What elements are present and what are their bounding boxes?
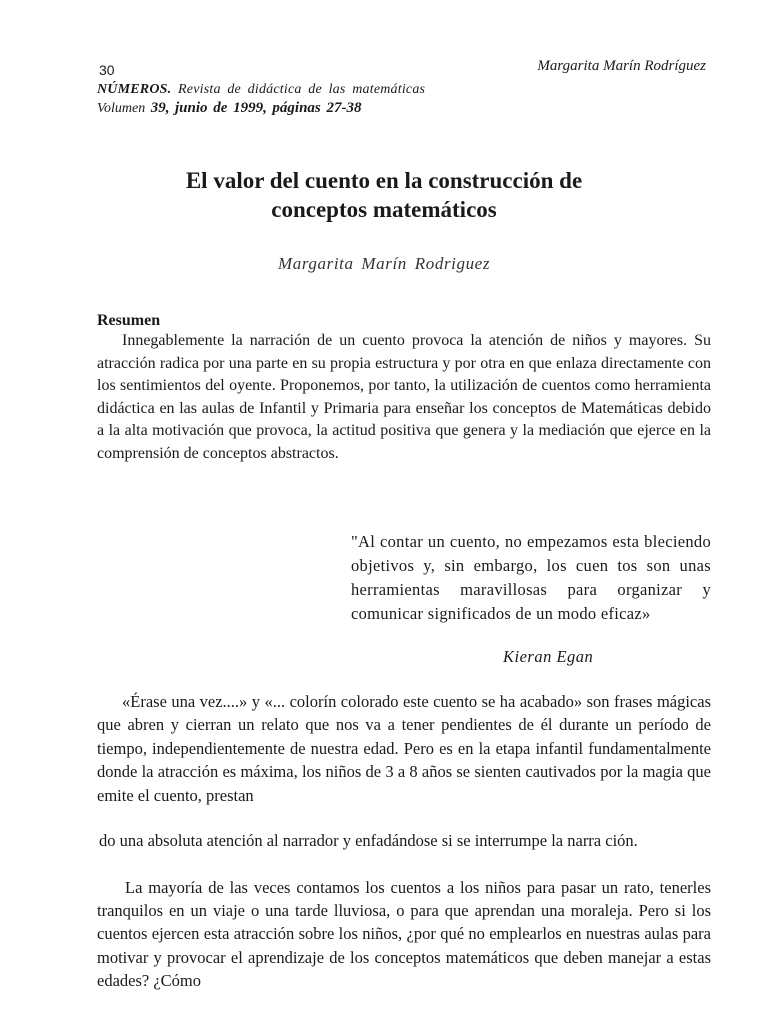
body-paragraph-1: «Érase una vez....» y «... colorín colorado este cuento se ha acabado» son frases mágicas que abren y cierran un relato que nos va a tener pendientes de él durante un período de tiempo, independientemente de nuestra edad. Pero es en la etapa infantil fundamentalmente donde la atracción es máxima, los niños de 3 a 8 años se sienten cautivados por la magia que emite el cuento, prestan	[97, 692, 711, 805]
volume-number: 39,	[150, 100, 170, 116]
running-header-author: Margarita Marín Rodríguez	[537, 58, 706, 74]
volume-date: junio de 1999,	[174, 100, 267, 116]
journal-name: NÚMEROS.	[97, 82, 172, 97]
volume-citation	[97, 100, 362, 117]
abstract-heading: Resumen	[97, 312, 161, 329]
volume-label: Volumen	[97, 101, 146, 116]
abstract-body: Innegablemente la narración de un cuento provoca la atención de niños y mayores. Su atracción radica por una parte en su propia estructura y por otra en que enlaza directamente con los sentimientos del oyente. Proponemos, por tanto, la utilización de cuentos como herramienta didáctica en las aulas de Infantil y Primaria para enseñar los conceptos de Matemáticas debido a la alta motivación que provoca, la actitud positiva que genera y la mediación que ejerce en la comprensión de conceptos abstractos.	[97, 332, 711, 462]
page-number: 30	[99, 62, 115, 78]
article-author: Margarita Marín Rodriguez	[277, 254, 491, 273]
title-line-1: El valor del cuento en la construcción de	[185, 168, 583, 193]
epigraph-quote: "Al contar un cuento, no empezamos esta bleciendo objetivos y, sin embargo, los cuen tos son unas herramientas maravillosas para organizar y comunicar significados de un modo eficaz»	[351, 532, 711, 623]
body-paragraph-2: do una absoluta atención al narrador y enfadándose si se interrumpe la narra ción.	[99, 831, 638, 850]
title-line-2: conceptos matemáticos	[271, 197, 497, 222]
epigraph-author: Kieran Egan	[503, 647, 594, 666]
journal-citation	[97, 82, 425, 98]
volume-pages: páginas 27-38	[272, 100, 362, 116]
article-title	[0, 166, 768, 224]
journal-subtitle: Revista de didáctica de las matemáticas	[178, 82, 426, 97]
body-paragraph-3: La mayoría de las veces contamos los cuentos a los niños para pasar un rato, tenerles tranquilos en un viaje o una tarde lluviosa, o para que aprendan una moraleja. Pero si los cuentos ejercen esta atracción sobre los niños, ¿por qué no emplearlos en nuestras aulas para motivar y provocar el aprendizaje de los conceptos matemáticos que deben manejar a estas edades? ¿Cómo	[97, 878, 711, 990]
